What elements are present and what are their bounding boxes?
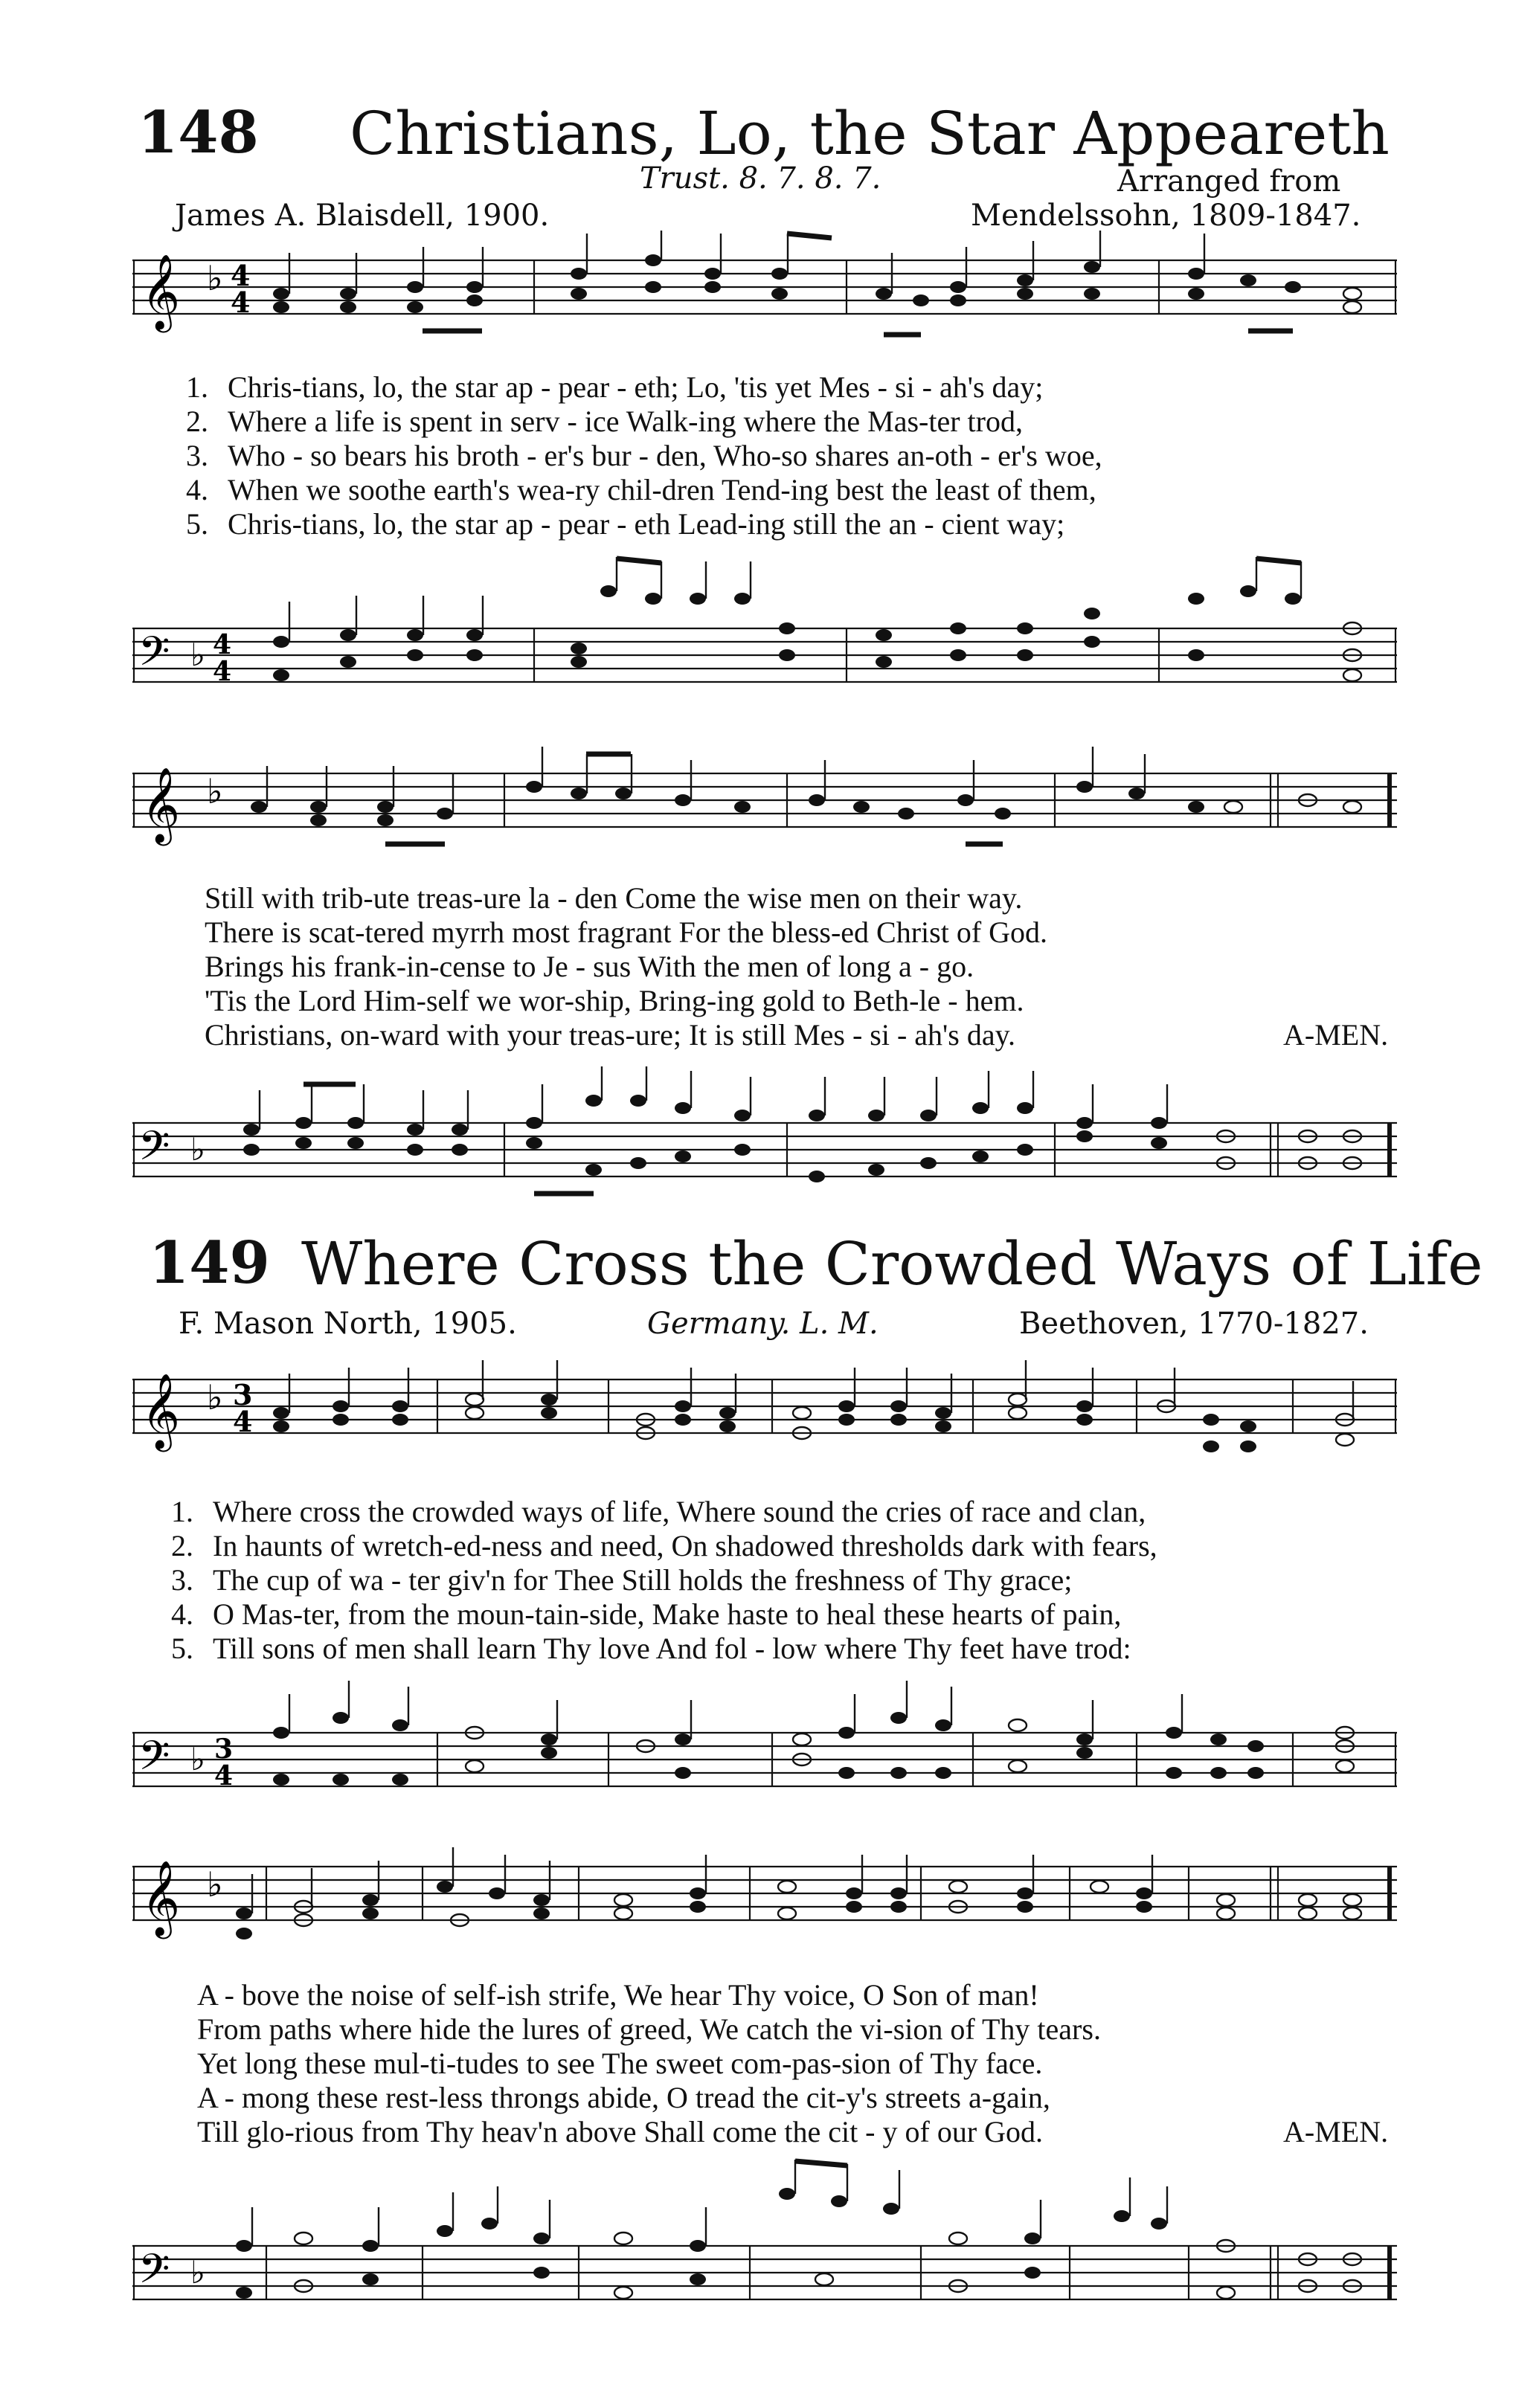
svg-text:♭: ♭: [207, 1377, 223, 1417]
svg-text:4: 4: [231, 259, 251, 292]
hymn-149-verse-line: A - bove the noise of self-ish strife, We hear Thy voice, O Son of man!: [197, 1978, 1039, 2012]
svg-text:♭: ♭: [190, 1741, 205, 1777]
hymn-149-verse-line: A - mong these rest-less throngs abide, O tread the cit-y's streets a-gain,: [197, 2081, 1050, 2114]
svg-text:4: 4: [233, 1405, 253, 1438]
hymn-148-verse-line: 'Tis the Lord Him-self we wor-ship, Bring-ing gold to Beth-le - hem.: [205, 984, 1024, 1017]
hymn-149-system1-bass-staff: [132, 1673, 1397, 1807]
hymn-149-verses-part1: [171, 1495, 1391, 1673]
hymn-149-verse-line: Yet long these mul-ti-tudes to see The sweet com-pas-sion of Thy face.: [197, 2047, 1043, 2080]
hymn-149-verse-line: 1. Where cross the crowded ways of life, Where sound the cries of race and clan,: [171, 1495, 1146, 1528]
hymn-148-verse-line: Brings his frank-in-cense to Je - sus With the men of long a - go.: [205, 950, 974, 983]
svg-text:3: 3: [233, 1378, 253, 1411]
hymn-149-composer: Beethoven, 1770-1827.: [1019, 1307, 1369, 1341]
hymn-148-verse-line: 1. Chris-tians, lo, the star ap - pear - eth; Lo, 'tis yet Mes - si - ah's day;: [186, 370, 1044, 404]
hymn-149-system2-treble-staff: [132, 1829, 1397, 1963]
hymn-149-system2-bass-staff: [132, 2157, 1397, 2320]
svg-text:4: 4: [213, 656, 232, 687]
svg-text:3: 3: [214, 1733, 234, 1765]
svg-text:𝄢: 𝄢: [138, 2245, 170, 2302]
svg-text:♭: ♭: [207, 1864, 223, 1905]
hymn-148-number: 148: [138, 99, 259, 167]
hymn-148-tune: Trust. 8. 7. 8. 7.: [640, 161, 881, 196]
hymn-148-verse-line: Still with trib-ute treas-ure la - den Come the wise men on their way.: [205, 881, 1023, 915]
hymn-149-author: F. Mason North, 1905.: [179, 1307, 517, 1341]
hymn-148-system1-treble-staff: [132, 231, 1397, 357]
hymn-148-system2-bass-staff: [132, 1063, 1397, 1205]
hymn-149-system1-treble-staff: [132, 1342, 1397, 1476]
hymn-148-verses-part2: [205, 881, 1425, 1060]
hymn-148-arranged-label: Arranged from: [1117, 164, 1341, 199]
hymn-149-verse-line: 5. Till sons of men shall learn Thy love And fol - low where Thy feet have trod:: [171, 1632, 1131, 1665]
svg-text:♭: ♭: [207, 771, 223, 811]
hymn-149-verse-line: 4. O Mas-ter, from the moun-tain-side, Make haste to heal these hearts of pain,: [171, 1597, 1122, 1631]
svg-text:4: 4: [214, 1760, 234, 1791]
hymn-148-verse-line: Christians, on-ward with your treas-ure; It is still Mes - si - ah's day.: [205, 1018, 1015, 1052]
hymn-148-composer: Mendelssohn, 1809-1847.: [971, 199, 1361, 233]
hymn-148-author: James A. Blaisdell, 1900.: [175, 199, 550, 233]
svg-text:♭: ♭: [190, 1131, 205, 1168]
svg-text:4: 4: [231, 286, 251, 319]
hymn-149-verse-line: From paths where hide the lures of greed, We catch the vi-sion of Thy tears.: [197, 2012, 1101, 2046]
hymn-149-number: 149: [149, 1229, 270, 1297]
hymn-148-verse-line: 4. When we soothe earth's wea-ry chil-dren Tend-ing best the least of them,: [186, 473, 1096, 506]
svg-text:𝄢: 𝄢: [138, 1122, 170, 1179]
svg-text:𝄞: 𝄞: [141, 766, 181, 843]
hymn-148-system1-bass-staff: [132, 554, 1397, 703]
hymn-148-title: Christians, Lo, the Star Appeareth: [350, 99, 1390, 168]
svg-text:𝄢: 𝄢: [138, 1732, 170, 1789]
hymn-148-verse-line: There is scat-tered myrrh most fragrant For the bless-ed Christ of God.: [205, 915, 1048, 949]
hymn-149-verse-line: 2. In haunts of wretch-ed-ness and need, On shadowed thresholds dark with fears,: [171, 1529, 1157, 1562]
hymn-149-verse-line: Till glo-rious from Thy heav'n above Shall come the cit - y of our God.: [197, 2115, 1044, 2148]
hymn-149-amen: A-MEN.: [1283, 2115, 1389, 2148]
hymn-148-verse-line: 5. Chris-tians, lo, the star ap - pear - eth Lead-ing still the an - cient way;: [186, 507, 1065, 541]
hymn-149-title: Where Cross the Crowded Ways of Life: [301, 1229, 1483, 1298]
hymn-148-verse-line: 3. Who - so bears his broth - er's bur - den, Who-so shares an-oth - er's woe,: [186, 439, 1102, 472]
svg-text:♭: ♭: [190, 2254, 205, 2291]
svg-text:♭: ♭: [207, 258, 223, 298]
hymn-148-verses-part1: [186, 370, 1406, 549]
svg-text:𝄞: 𝄞: [141, 1372, 181, 1449]
hymn-148-verse-line: 2. Where a life is spent in serv - ice Walk-ing where the Mas-ter trod,: [186, 405, 1023, 438]
svg-text:𝄞: 𝄞: [141, 1859, 181, 1936]
hymn-148-amen: A-MEN.: [1283, 1018, 1389, 1052]
svg-text:♭: ♭: [190, 637, 205, 673]
svg-text:𝄢: 𝄢: [138, 628, 170, 685]
svg-text:4: 4: [213, 629, 232, 660]
svg-text:𝄞: 𝄞: [141, 253, 181, 329]
hymn-148-system2-treble-staff: [132, 744, 1397, 863]
hymn-149-tune: Germany. L. M.: [647, 1307, 879, 1341]
hymn-149-verses-part2: [197, 1978, 1417, 2157]
hymn-149-verse-line: 3. The cup of wa - ter giv'n for Thee Still holds the freshness of Thy grace;: [171, 1563, 1073, 1597]
